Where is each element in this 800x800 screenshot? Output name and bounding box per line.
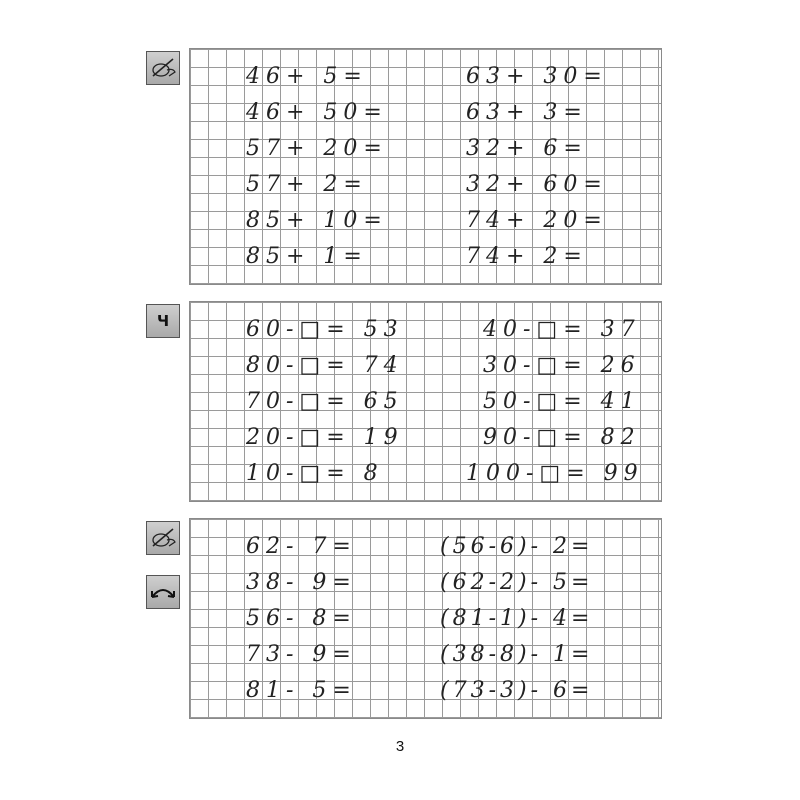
- expression: 32+ 60=: [466, 172, 608, 197]
- expression: (62-2)- 5=: [440, 570, 594, 595]
- expression: 62- 7=: [246, 534, 357, 559]
- expression: 32+ 6=: [466, 136, 588, 161]
- expression: 85+ 10=: [246, 208, 388, 233]
- expression: 80-□= 74: [246, 353, 404, 378]
- badge-label: Ч: [156, 312, 170, 330]
- expression: 100-□= 99: [466, 461, 644, 486]
- expression: (38-8)- 1=: [440, 642, 594, 667]
- expression: 63+ 30=: [466, 64, 608, 89]
- expression: 10-□= 8: [246, 461, 384, 486]
- expression: 38- 9=: [246, 570, 357, 595]
- expression: 90-□= 82: [483, 425, 641, 450]
- expression: 30-□= 26: [483, 353, 641, 378]
- page-number: 3: [395, 738, 405, 755]
- expression: 40-□= 37: [483, 317, 641, 342]
- expression: 57+ 20=: [246, 136, 388, 161]
- expression: 50-□= 41: [483, 389, 641, 414]
- expression: 70-□= 65: [246, 389, 404, 414]
- expression: 46+ 50=: [246, 100, 388, 125]
- exercise-badge: [146, 304, 180, 338]
- expression: 74+ 20=: [466, 208, 608, 233]
- expression: 81- 5=: [246, 678, 357, 703]
- expression: 63+ 3=: [466, 100, 588, 125]
- expression: (56-6)- 2=: [440, 534, 594, 559]
- expression: 56- 8=: [246, 606, 357, 631]
- expression: 57+ 2=: [246, 172, 368, 197]
- expression: 73- 9=: [246, 642, 357, 667]
- expression: 46+ 5=: [246, 64, 368, 89]
- curved-arrow-icon: [146, 575, 180, 609]
- pencil-hand-icon: [146, 51, 180, 85]
- expression: (81-1)- 4=: [440, 606, 594, 631]
- expression: 60-□= 53: [246, 317, 404, 342]
- expression: 85+ 1=: [246, 244, 368, 269]
- expression: 74+ 2=: [466, 244, 588, 269]
- expression: 20-□= 19: [246, 425, 404, 450]
- expression: (73-3)- 6=: [440, 678, 594, 703]
- pencil-hand-icon: [146, 521, 180, 555]
